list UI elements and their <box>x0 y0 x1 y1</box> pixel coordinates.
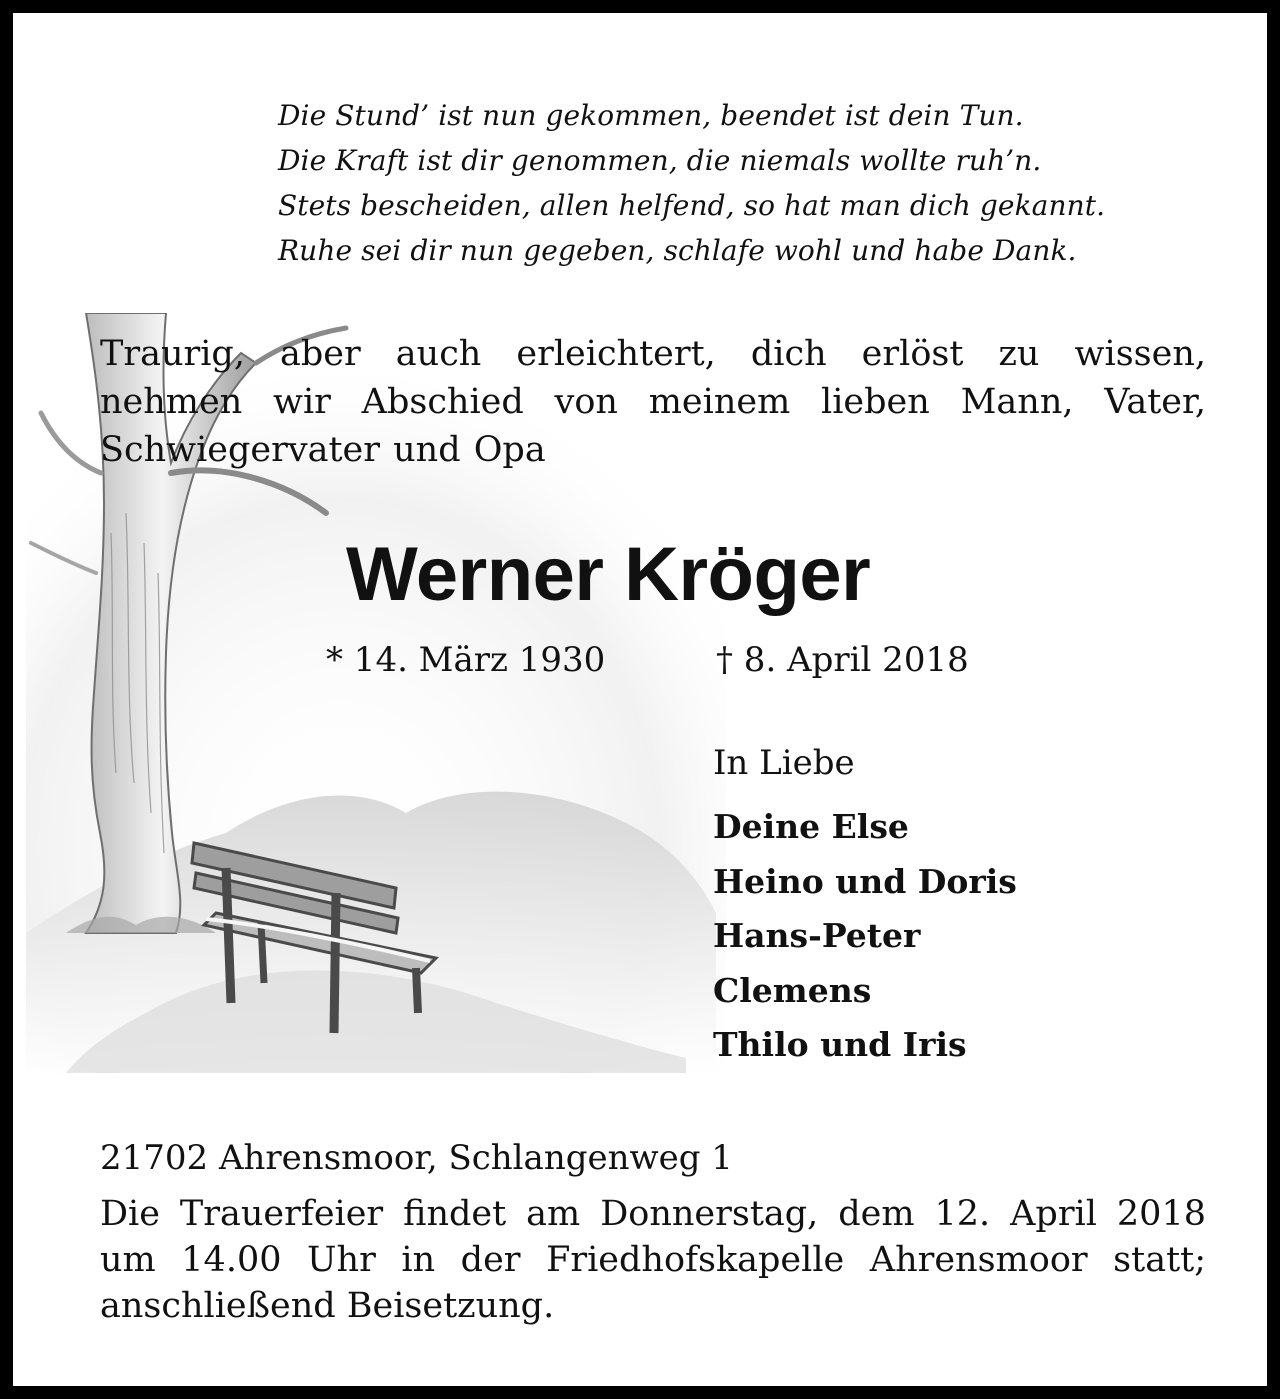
intro-line: Traurig, aber auch erleichtert, dich erlöst zu wissen, <box>100 334 1206 374</box>
address: 21702 Ahrensmoor, Schlangenweg 1 <box>100 1138 733 1178</box>
mourner-name: Heino und Doris <box>713 861 1017 901</box>
poem-line: Ruhe sei dir nun gegeben, schlafe wohl und habe Dank. <box>278 234 1077 267</box>
intro-text <box>100 330 1206 474</box>
mourner-name: Hans-Peter <box>713 916 921 955</box>
poem-line: Die Stund’ ist nun gekommen, beendet ist dein Tun. <box>278 99 1024 132</box>
birth-date: * 14. März 1930 <box>326 640 606 680</box>
mourner-name: Thilo und Iris <box>713 1025 967 1064</box>
poem-line: Die Kraft ist dir genommen, die niemals wollte ruh’n. <box>278 144 1042 177</box>
death-date: † 8. April 2018 <box>716 640 969 680</box>
poem-line: Stets bescheiden, allen helfend, so hat man dich gekannt. <box>278 189 1106 222</box>
in-love-label: In Liebe <box>713 743 855 783</box>
mourners-list <box>713 800 1017 1073</box>
funeral-service-info <box>100 1191 1206 1329</box>
intro-line: nehmen wir Abschied von meinem lieben Mann, Vater, <box>100 382 1206 422</box>
mourner-name: Deine Else <box>713 807 909 846</box>
poem <box>278 93 1238 273</box>
service-line: Die Trauerfeier findet am Donnerstag, dem 12. April 2018 <box>100 1194 1206 1234</box>
mourner-name: Clemens <box>713 970 872 1010</box>
service-line: um 14.00 Uhr in der Friedhofskapelle Ahrensmoor statt; <box>100 1240 1206 1280</box>
intro-line: Schwiegervater und Opa <box>100 430 546 470</box>
service-line: anschließend Beisetzung. <box>100 1286 555 1326</box>
deceased-name: Werner Kröger <box>346 532 871 617</box>
